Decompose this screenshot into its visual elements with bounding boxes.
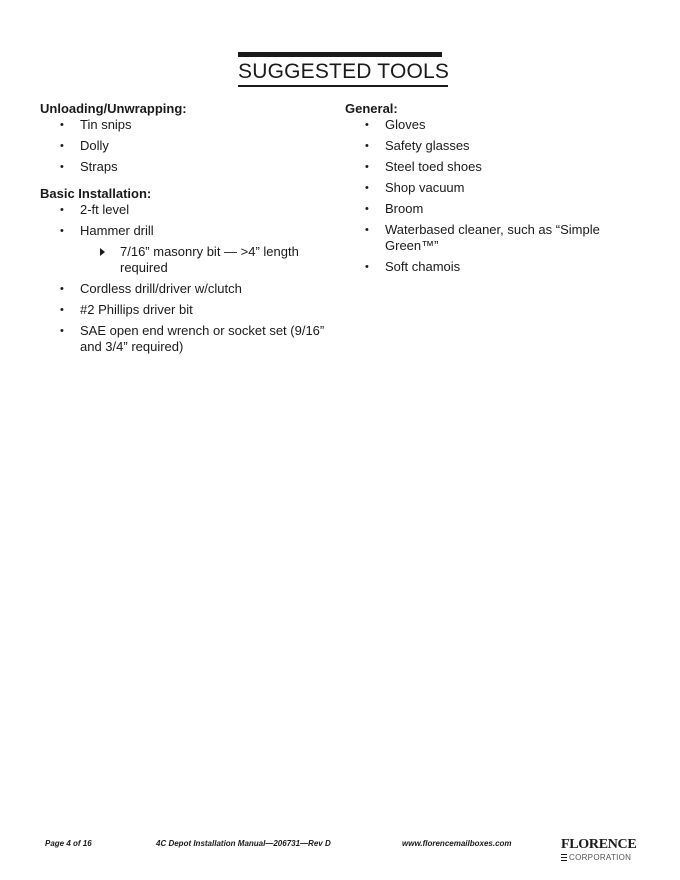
list-item: • Tin snips [60, 117, 132, 132]
list-item: • Gloves [365, 117, 426, 132]
bullet-icon: • [60, 204, 64, 216]
bullet-icon: • [365, 161, 369, 173]
logo-subline [561, 853, 641, 862]
footer-website-link[interactable]: www.florencemailboxes.com [402, 839, 512, 848]
bullet-icon: • [365, 203, 369, 215]
bullet-icon: • [365, 261, 369, 273]
section-heading-unloading: Unloading/Unwrapping: [40, 101, 187, 116]
list-item: • Dolly [60, 138, 109, 153]
footer-manual-title: 4C Depot Installation Manual—206731—Rev D [156, 839, 331, 848]
bullet-icon: • [60, 304, 64, 316]
bullet-icon: • [60, 140, 64, 152]
bullet-icon: • [60, 225, 64, 237]
unloading-list [40, 117, 340, 175]
bullet-icon: • [365, 182, 369, 194]
bullet-icon: • [365, 224, 369, 236]
logo-name: FLORENCE [561, 837, 637, 852]
left-column [40, 101, 340, 360]
florence-logo [561, 838, 641, 862]
footer-page-number: Page 4 of 16 [45, 839, 92, 848]
section-heading-basic-installation: Basic Installation: [40, 186, 152, 201]
page-title: SUGGESTED TOOLS [238, 60, 448, 87]
bullet-icon: • [365, 119, 369, 131]
bullet-icon: • [60, 283, 64, 295]
list-item: • Hammer drill [60, 223, 154, 238]
list-item: • Broom [365, 201, 424, 216]
list-item: • Cordless drill/driver w/clutch [60, 281, 242, 296]
bullet-icon: • [60, 119, 64, 131]
logo-corporation: CORPORATION [569, 853, 632, 862]
title-bar [238, 52, 442, 57]
list-item: • 2-ft level [60, 202, 130, 217]
section-heading-general: General: [345, 101, 398, 116]
basic-installation-list-continued [40, 281, 340, 355]
logo-lines-icon [561, 854, 567, 861]
page-title-block [238, 52, 450, 87]
list-item: • Safety glasses [365, 138, 470, 153]
basic-installation-list [40, 202, 340, 239]
general-list [345, 117, 615, 275]
bullet-icon: • [365, 140, 369, 152]
triangle-bullet-icon [100, 248, 105, 256]
list-item: • Waterbased cleaner, such as “Simple Green™” [365, 222, 600, 253]
list-item: • SAE open end wrench or socket set (9/16” and 3/4” required) [60, 323, 325, 354]
list-item: • Soft chamois [365, 259, 461, 274]
list-item: • Straps [60, 159, 118, 174]
bullet-icon: • [60, 161, 64, 173]
right-column [345, 101, 615, 280]
bullet-icon: • [60, 325, 64, 337]
list-item: • Steel toed shoes [365, 159, 482, 174]
sub-list-item: 7/16” masonry bit — >4” length required [40, 244, 340, 276]
list-item: • Shop vacuum [365, 180, 465, 195]
list-item: • #2 Phillips driver bit [60, 302, 193, 317]
